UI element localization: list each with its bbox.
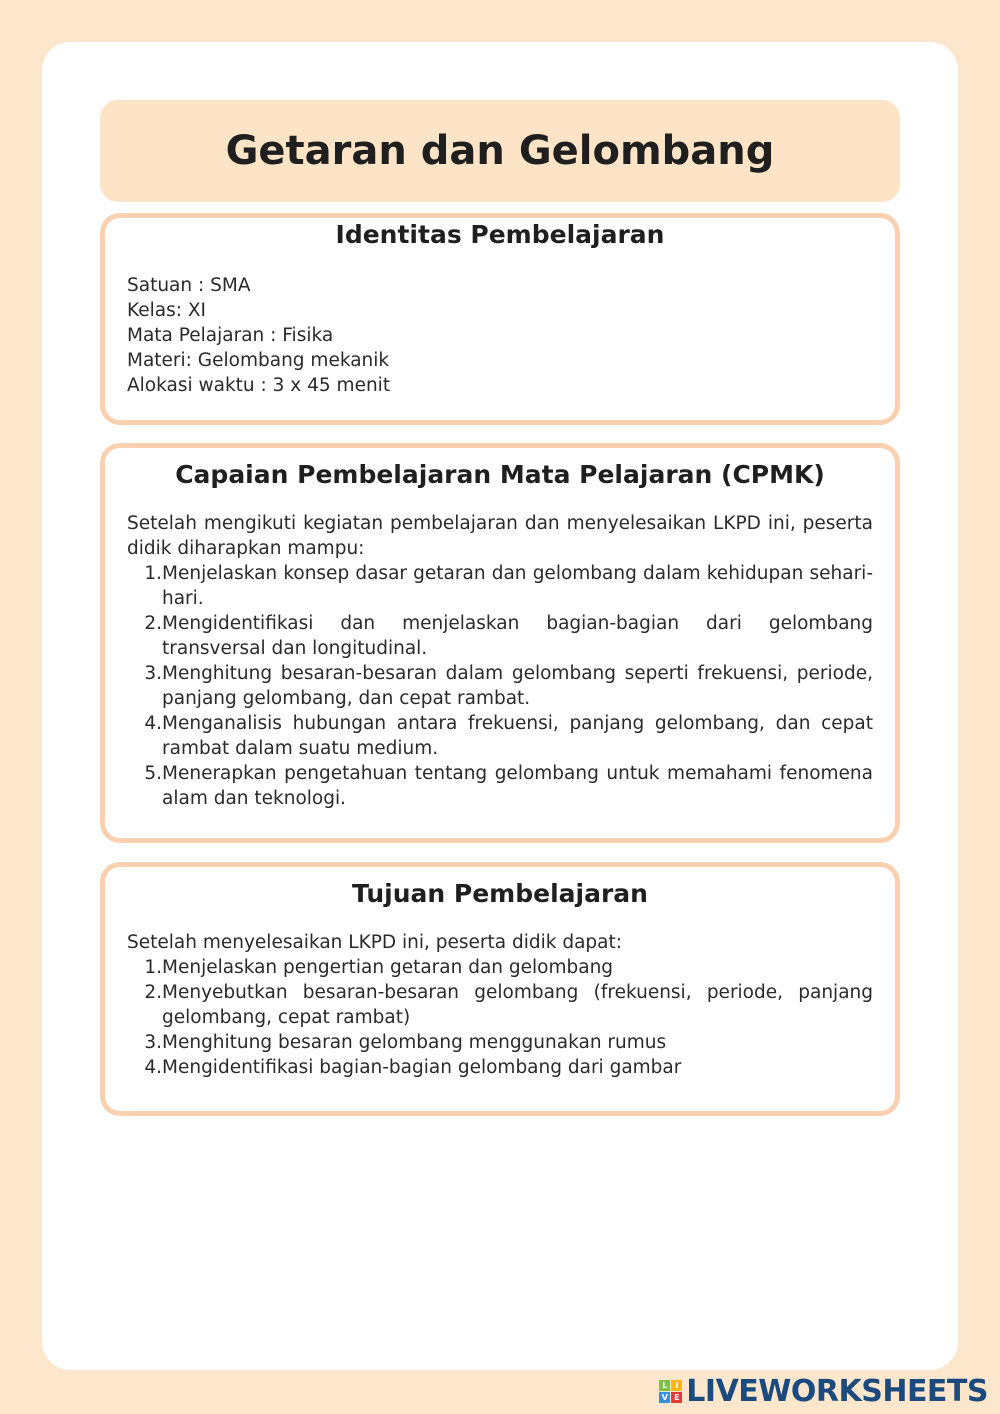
item-number: 3.	[144, 1032, 162, 1053]
section-heading: Capaian Pembelajaran Mata Pelajaran (CPMK)	[175, 460, 825, 489]
liveworksheets-logo	[659, 1374, 988, 1409]
item-number: 4.	[144, 1057, 162, 1078]
list-item	[127, 711, 873, 761]
list-item	[127, 761, 873, 811]
cpmk-intro: Setelah mengikuti kegiatan pembelajaran dan menyelesaikan LKPD ini, peserta didik diharapkan mampu:	[127, 513, 873, 559]
cpmk-list	[127, 561, 873, 811]
logo-letter: I	[671, 1380, 682, 1391]
item-number: 4.	[144, 713, 162, 734]
list-item	[127, 1055, 873, 1080]
tujuan-section	[100, 862, 900, 1116]
tujuan-list	[127, 955, 873, 1080]
identity-line: Mata Pelajaran : Fisika	[127, 325, 334, 346]
tujuan-intro: Setelah menyelesaikan LKPD ini, peserta didik dapat:	[127, 932, 622, 953]
page-title: Getaran dan Gelombang	[225, 128, 775, 174]
list-item	[127, 661, 873, 711]
item-number: 1.	[144, 563, 162, 584]
item-text: Menerapkan pengetahuan tentang gelombang untuk memahami fenomena alam dan teknologi.	[162, 763, 873, 809]
title-banner	[100, 100, 900, 202]
item-text: Mengidentifikasi bagian-bagian gelombang dari gambar	[162, 1057, 682, 1078]
live-blocks-icon	[659, 1380, 682, 1403]
list-item	[127, 1030, 873, 1055]
item-number: 5.	[144, 763, 162, 784]
list-item	[127, 611, 873, 661]
logo-letter: L	[659, 1380, 670, 1391]
identity-line: Satuan : SMA	[127, 275, 251, 296]
item-number: 2.	[144, 613, 162, 634]
identity-line: Materi: Gelombang mekanik	[127, 350, 390, 371]
item-text: Mengidentifikasi dan menjelaskan bagian-bagian dari gelombang transversal dan longitudinal.	[162, 613, 873, 659]
item-number: 3.	[144, 663, 162, 684]
item-number: 2.	[144, 982, 162, 1003]
cpmk-section	[100, 443, 900, 843]
item-text: Menghitung besaran gelombang menggunakan rumus	[162, 1032, 667, 1053]
list-item	[127, 980, 873, 1030]
identity-line: Kelas: XI	[127, 300, 206, 321]
logo-letter: E	[671, 1392, 682, 1403]
logo-letter: V	[659, 1392, 670, 1403]
item-text: Menyebutkan besaran-besaran gelombang (frekuensi, periode, panjang gelombang, cepat rambat)	[162, 982, 873, 1028]
section-heading: Identitas Pembelajaran	[335, 220, 665, 249]
logo-wordmark: LIVEWORKSHEETS	[686, 1374, 988, 1409]
item-number: 1.	[144, 957, 162, 978]
item-text: Menganalisis hubungan antara frekuensi, panjang gelombang, dan cepat rambat dalam suatu medium.	[162, 713, 873, 759]
list-item	[127, 955, 873, 980]
identitas-section	[100, 213, 900, 425]
item-text: Menjelaskan konsep dasar getaran dan gelombang dalam kehidupan sehari-hari.	[162, 563, 873, 609]
identity-line: Alokasi waktu : 3 x 45 menit	[127, 375, 391, 396]
section-heading: Tujuan Pembelajaran	[352, 879, 648, 908]
list-item	[127, 561, 873, 611]
item-text: Menjelaskan pengertian getaran dan gelombang	[162, 957, 614, 978]
item-text: Menghitung besaran-besaran dalam gelombang seperti frekuensi, periode, panjang gelombang, dan cepat rambat.	[162, 663, 873, 709]
